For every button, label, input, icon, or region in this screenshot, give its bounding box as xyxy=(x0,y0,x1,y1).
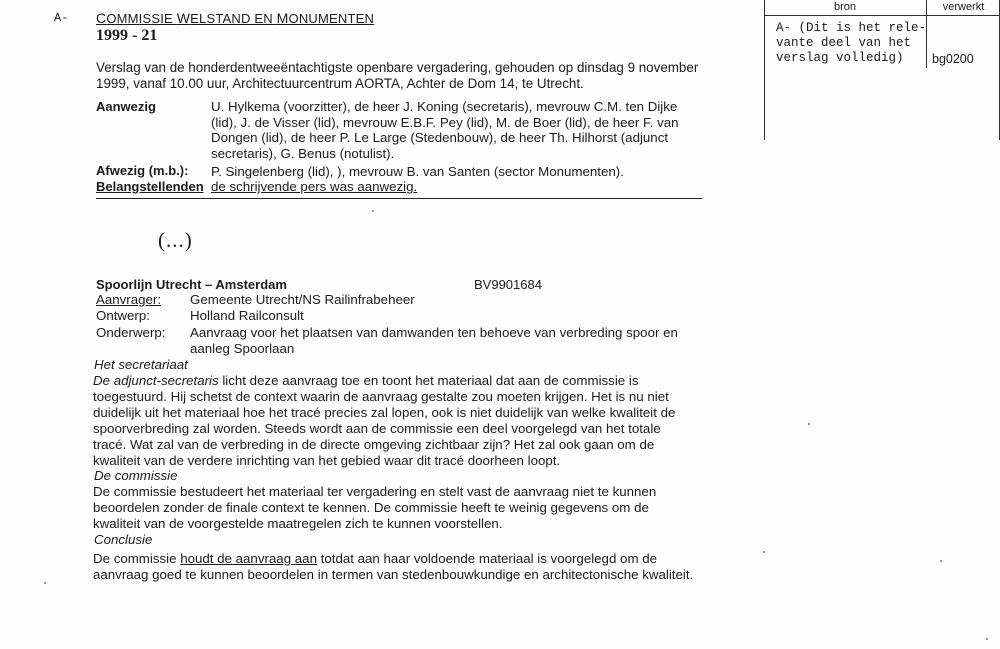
omission-marker: (...) xyxy=(158,228,193,252)
aanvrager-value: Gemeente Utrecht/NS Railinfrabeheer xyxy=(190,292,415,307)
column-header-bron: bron xyxy=(833,1,857,13)
conclusie-heading: Conclusie xyxy=(94,532,153,547)
scan-speck xyxy=(940,560,942,562)
secretariaat-heading: Het secretariaat xyxy=(94,357,188,372)
onderwerp-label: Onderwerp: xyxy=(96,325,166,340)
commissie-paragraph: De commissie bestudeert het materiaal ter vergadering en stelt vast de aanvraag niet te kunnen beoordelen zonder de finale context te kennen. De commissie heeft te weinig gegevens om de kwaliteit van de voorgestelde maatregelen zich te kunnen voorstellen. xyxy=(93,484,657,531)
belangstellenden-text: de schrijvende pers was aanwezig. xyxy=(211,179,418,194)
scan-speck xyxy=(763,551,765,553)
ontwerp-value: Holland Railconsult xyxy=(190,308,304,323)
ontwerp-label: Ontwerp: xyxy=(96,308,150,323)
afwezig-list: P. Singelenberg (lid), ), mevrouw B. van Santen (sector Monumenten). xyxy=(211,164,624,179)
afwezig-label: Afwezig (m.b.): xyxy=(96,163,189,178)
scan-speck xyxy=(44,582,46,584)
scan-speck xyxy=(372,210,374,212)
aanvrager-label: Aanvrager: xyxy=(96,292,162,307)
secretariaat-paragraph: De adjunct-secretaris licht deze aanvraag toe en toont het materiaal dat aan de commissie is toegestuurd. Hij schetst de context waarin de aanvraag gestalte zou moeten krijgen. Het is nu niet duidelijk uit het materiaal hoe het tracé precies zal lopen, ook is niet duidelijk van welke kwaliteit de spoorverbreding zal worden. Steeds wordt aan de commissie een deel voorgelegd van het totale tracé. Wat zal van de verbreding in de directe omgeving zichtbaar zijn? Het zal ook gaan om de kwaliteit van de verdere inrichting van het gebied waar dit tracé doorheen loopt. xyxy=(93,373,676,468)
commissie-heading: De commissie xyxy=(94,468,178,483)
intro-paragraph: Verslag van de honderdentweeëntachtigste openbare vergadering, gehouden op dinsdag 9 november 1999, vanaf 10.00 uur, Architectuurcentrum AORTA, Achter de Dom 14, te Utrecht. xyxy=(96,60,699,91)
column-header-verwerkt: verwerkt xyxy=(942,1,985,13)
margin-code: bg0200 xyxy=(932,52,974,66)
scan-speck xyxy=(986,638,988,640)
margin-note: A- (Dit is het rele- vante deel van het verslag volledig) xyxy=(776,21,927,65)
margin-table xyxy=(764,0,1000,140)
conclusie-paragraph: De commissie houdt de aanvraag aan totdat aan haar voldoende materiaal is voorgelegd om de aanvraag goed te kunnen beoordelen in termen van stedenbouwkundige en architectonische kwaliteit. xyxy=(93,551,694,582)
document-title: COMMISSIE WELSTAND EN MONUMENTEN xyxy=(96,10,375,26)
section-divider xyxy=(96,198,702,199)
aanwezig-label: Aanwezig xyxy=(96,99,156,114)
belangstellenden-label: Belangstellenden xyxy=(96,179,204,194)
onderwerp-value: Aanvraag voor het plaatsen van damwanden ten behoeve van verbreding spoor en aanleg Spoorlaan xyxy=(190,325,678,356)
aanwezig-list: U. Hylkema (voorzitter), de heer J. Koning (secretaris), mevrouw C.M. ten Dijke (lid), J. de Visser (lid), mevrouw E.B.F. Pey (lid), M. de Boer (lid), de heer F. van Dongen (lid), de heer P. Le Large (Stedenbouw), de heer Th. Hilhorst (adjunct secretaris), G. Benus (notulist). xyxy=(211,99,679,161)
item-reference: BV9901684 xyxy=(474,277,542,292)
document-number: 1999 - 21 xyxy=(96,27,158,44)
scan-speck xyxy=(808,423,810,425)
item-title: Spoorlijn Utrecht – Amsterdam xyxy=(96,277,287,292)
margin-marker: A- xyxy=(54,11,69,25)
